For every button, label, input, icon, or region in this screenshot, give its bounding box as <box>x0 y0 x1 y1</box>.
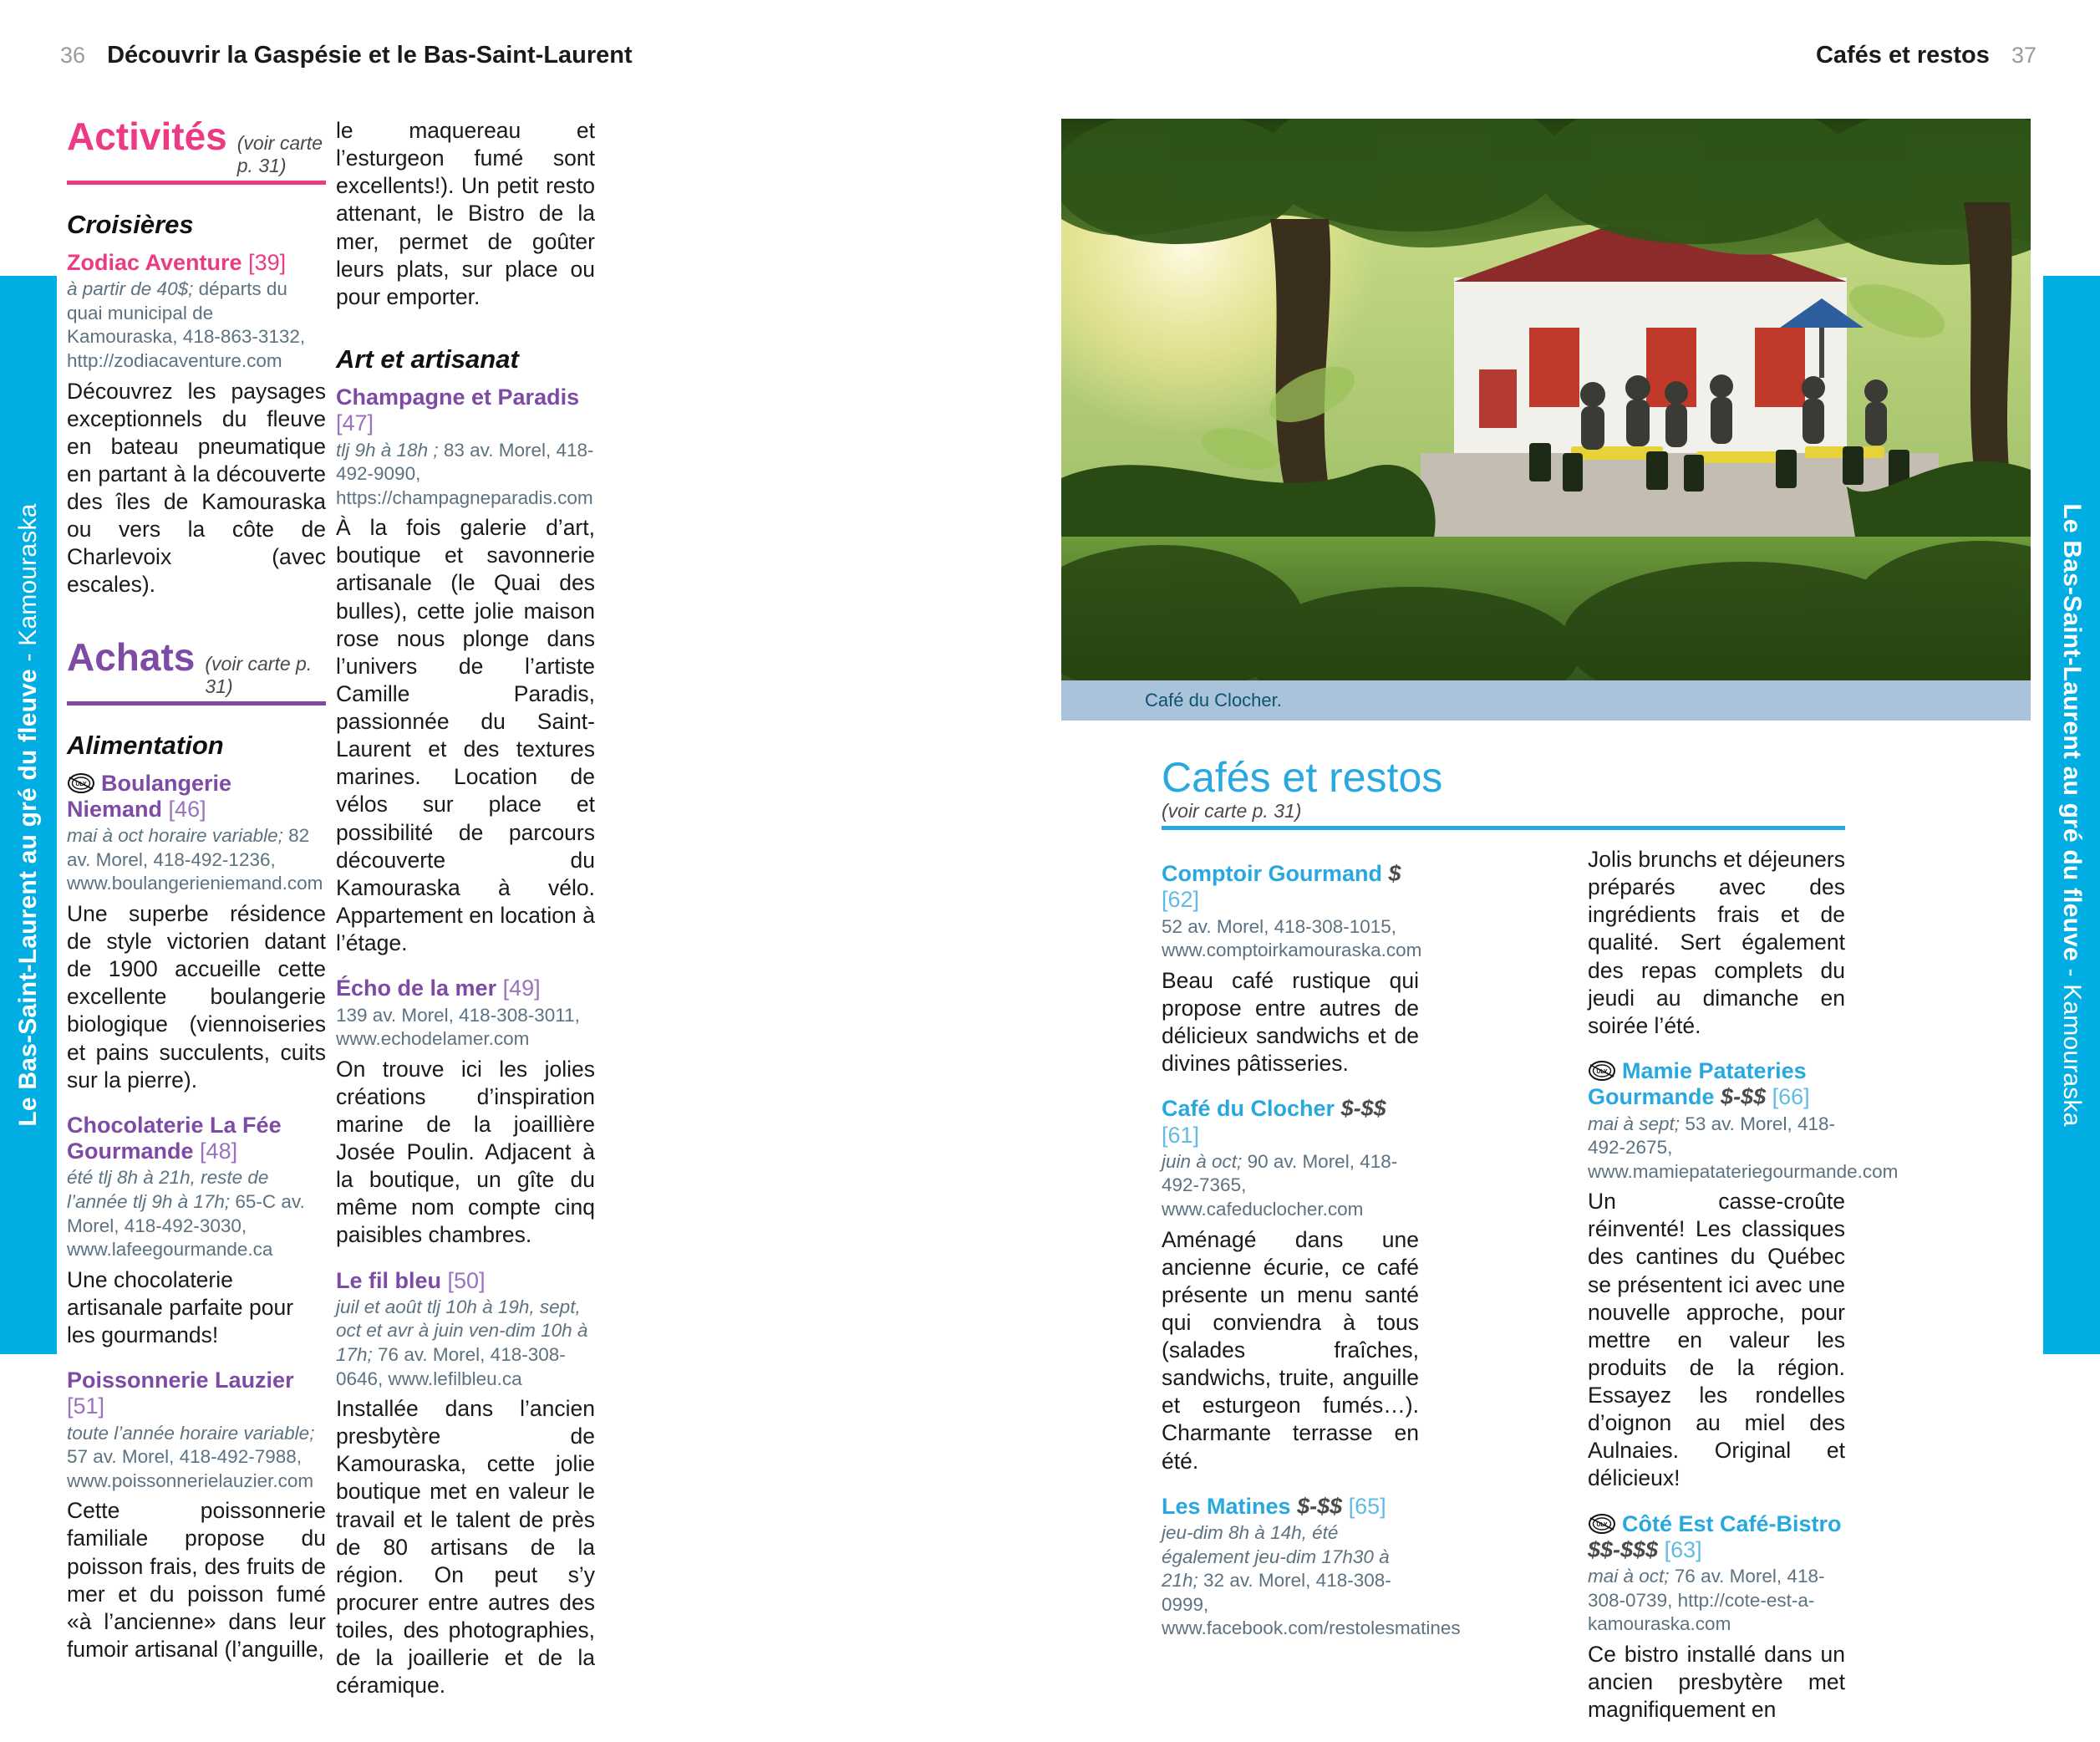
column-1 <box>67 117 326 1682</box>
entry-meta: 139 av. Morel, 418-308-3011, www.echodelamer.com <box>336 1004 580 1050</box>
entry-ref: [62] <box>1162 887 1200 913</box>
ulysse-stamp-icon <box>1588 1060 1616 1082</box>
column-4 <box>1588 846 1899 1742</box>
side-tab-right <box>2043 276 2100 1354</box>
entry-name: Café du Clocher $-$$ [61] <box>1162 1096 1386 1148</box>
section-heading-cafes-wrap <box>1162 756 1546 855</box>
entry-ref: [51] <box>67 1393 105 1419</box>
subhead-croisieres: Croisières <box>67 210 194 239</box>
entry-mamie-patateries-gourmande <box>1588 1057 1899 1493</box>
svg-text:ULY: ULY <box>75 781 87 787</box>
entry-price: $ <box>1388 861 1401 886</box>
entry-body: Une superbe résidence de style victorien datant de 1900 accueille cette excellente boulangerie biologique (viennoiseries et pains succulents, cuits sur la pierre). <box>67 900 326 1093</box>
entry-price: $-$$ <box>1297 1493 1343 1519</box>
entry-name: ULY Boulangerie Niemand [46] <box>67 770 232 822</box>
svg-text:ULY: ULY <box>1596 1068 1608 1075</box>
entry-name: Écho de la mer [49] <box>336 975 541 1001</box>
ulysse-stamp-icon <box>67 772 95 794</box>
svg-text:ULY: ULY <box>1596 1521 1608 1528</box>
section-heading-cafes-note: (voir carte p. 31) <box>1162 800 1302 822</box>
subhead-art-et-artisanat: Art et artisanat <box>336 344 519 374</box>
entry-boulangerie-niemand <box>67 771 326 1094</box>
entry-body: Découvrez les paysages exceptionnels du fleuve en bateau pneumatique en partant à la découverte des îles de Kamouraska ou vers la côte de Charlevoix (avec escales). <box>67 378 326 598</box>
entry-comptoir-gourmand <box>1162 861 1422 1077</box>
entry-body: Ce bistro installé dans un ancien presbytère met magnifiquement en <box>1588 1641 1845 1723</box>
entry-les-matines <box>1162 1493 1461 1641</box>
entry-name: Comptoir Gourmand $ [62] <box>1162 861 1401 913</box>
entry-name: ULY Côté Est Café-Bistro $$-$$$ [63] <box>1588 1510 1842 1562</box>
entry-ref: [46] <box>168 796 206 822</box>
entry-meta: juin à oct; 90 av. Morel, 418-492-7365, www.cafeduclocher.com <box>1162 1150 1398 1220</box>
entry-price: $-$$ <box>1721 1084 1767 1110</box>
entry-meta: jeu-dim 8h à 14h, été également jeu-dim 17h30 à 21h; 32 av. Morel, 418-308-0999, www.facebook.com/restolesmatines <box>1162 1522 1461 1639</box>
running-title-right: Cafés et restos <box>1815 42 1990 69</box>
side-tab-right-text: Le Bas-Saint-Laurent au gré du fleuve - Kamouraska <box>2058 503 2086 1127</box>
section-heading-activites-label: Activités <box>67 115 227 158</box>
entry-price: $-$$ <box>1340 1096 1386 1122</box>
entry-champagne-et-paradis <box>336 385 595 957</box>
entry-meta: mai à oct horaire variable; 82 av. Morel, 418-492-1236, www.boulangerieniemand.com <box>67 825 323 894</box>
entry-body: À la fois galerie d’art, boutique et savonnerie artisanale (le Quai des bulles), cette jolie maison rose nous plonge dans l’univers de l’artiste Camille Paradis, passionnée du Saint-Laurent et des textures marines. Location de vélos sur place et possibilité de parcours découverte du Kamouraska à vélo. Appartement en location à l’étage. <box>336 515 595 956</box>
entry-name: ULY Mamie Patateries Gourmande $-$$ [66] <box>1588 1057 1810 1110</box>
column-3 <box>1162 861 1461 1659</box>
entry-meta: mai à oct; 76 av. Morel, 418-308-0739, http://cote-est-a-kamouraska.com <box>1588 1566 1825 1635</box>
entry-body: On trouve ici les jolies créations d’inspiration marine de la joaillière Josée Poulin. Adjacent à la boutique, un gîte du même nom compte cinq paisibles chambres. <box>336 1056 595 1248</box>
entry-meta: mai à sept; 53 av. Morel, 418-492-2675, www.mamiepatateriegourmande.com <box>1588 1113 1899 1182</box>
entry-ref: [50] <box>447 1267 486 1293</box>
entry-name: Zodiac Aventure [39] <box>67 250 287 275</box>
section-heading-activites-note: (voir carte p. 31) <box>236 132 323 176</box>
entry-meta: tlj 9h à 18h ; 83 av. Morel, 418-492-9090, https://champagneparadis.com <box>336 439 594 508</box>
photo-caption: Café du Clocher. <box>1061 680 2031 721</box>
folio-left: 36 <box>60 43 86 68</box>
entry-ref: [66] <box>1772 1084 1810 1110</box>
entry-name: Le fil bleu [50] <box>336 1267 486 1293</box>
entry-name: Champagne et Paradis [47] <box>336 384 580 436</box>
entry-echo-de-la-mer <box>336 975 595 1249</box>
entry-ref: [49] <box>502 975 541 1001</box>
photo-block <box>1061 119 2031 721</box>
entry-meta: été tlj 8h à 21h, reste de l’année tlj 9h à 17h; 65-C av. Morel, 418-492-3030, www.lafeegourmande.ca <box>67 1167 305 1261</box>
section-heading-achats-note: (voir carte p. 31) <box>205 652 313 697</box>
entry-name: Les Matines $-$$ [65] <box>1162 1493 1386 1519</box>
side-tab-left <box>0 276 57 1354</box>
entry-ref: [63] <box>1664 1536 1702 1562</box>
entry-zodiac-aventure <box>67 250 326 599</box>
entry-body: Aménagé dans une ancienne écurie, ce café présente un menu santé qui conviendra à tous (salades fraîches, sandwichs, truite, anguille et esturgeon fumés…). Charmante terrasse en été. <box>1162 1226 1419 1474</box>
photo-illustration <box>1061 119 2031 680</box>
entry-meta: à partir de 40$; départs du quai municipal de Kamouraska, 418-863-3132, http://zodiacaventure.com <box>67 278 306 371</box>
paragraph-les-matines-body: Jolis brunchs et déjeuners préparés avec des ingrédients frais et de qualité. Sert également des repas complets du jeudi au dimanche en soirée l’été. <box>1588 847 1845 1038</box>
folio-right: 37 <box>2011 43 2036 68</box>
entry-body: Installée dans l’ancien presbytère de Kamouraska, cette jolie boutique met en valeur le travail et le talent de près de 80 artisans de la région. On peut s’y procurer entre autres des toiles, des photographies, de la joaillerie et de la céramique. <box>336 1396 595 1699</box>
entry-ref: [48] <box>200 1138 238 1164</box>
side-tab-left-text: Le Bas-Saint-Laurent au gré du fleuve - Kamouraska <box>14 503 42 1127</box>
entry-cote-est-cafe-bistro <box>1588 1511 1845 1724</box>
entry-name: Poissonnerie Lauzier [51] <box>67 1368 294 1419</box>
entry-le-fil-bleu <box>336 1268 595 1700</box>
column-2 <box>336 117 595 1718</box>
entry-ref: [65] <box>1348 1493 1386 1519</box>
subhead-alimentation: Alimentation <box>67 730 224 760</box>
entry-meta: toute l’année horaire variable; 57 av. Morel, 418-492-7988, www.poissonnerielauzier.com <box>67 1422 315 1491</box>
entry-ref: [47] <box>336 410 374 436</box>
ulysse-stamp-icon <box>1588 1513 1616 1535</box>
paragraph-continuation: le maquereau et l’esturgeon fumé sont excellents!). Un petit resto attenant, le Bistro de la mer, permet de goûter leurs plats, sur place ou pour emporter. <box>336 118 595 309</box>
entry-body: Beau café rustique qui propose entre autres de délicieux sandwichs et de divines pâtisseries. <box>1162 967 1419 1077</box>
entry-price: $$-$$$ <box>1588 1536 1659 1562</box>
entry-body: Un casse-croûte réinventé! Les classiques des cantines du Québec se présentent ici avec une nouvelle approche, pour mettre en valeur les produits de la région. Essayez les rondelles d’oignon au miel des Aulnaies. Original et délicieux! <box>1588 1189 1845 1491</box>
entry-body: Cette poissonnerie familiale propose du poisson frais, des fruits de mer et du poisson fumé «à l’ancienne» dans leur fumoir artisanal (l’anguille, <box>67 1498 326 1662</box>
section-heading-cafes-label: Cafés et restos <box>1162 754 1443 801</box>
running-title-left: Découvrir la Gaspésie et le Bas-Saint-Laurent <box>107 42 633 69</box>
entry-body: Une chocolaterie artisanale parfaite pour les gourmands! <box>67 1266 294 1347</box>
photo-cafe-du-clocher <box>1061 119 2031 680</box>
entry-chocolaterie-la-fee-gourmande <box>67 1113 326 1349</box>
entry-cafe-du-clocher <box>1162 1096 1419 1475</box>
entry-ref: [61] <box>1162 1122 1200 1148</box>
section-heading-activites <box>67 117 326 185</box>
entry-ref: [39] <box>248 250 287 275</box>
section-heading-achats <box>67 634 326 705</box>
entry-meta: 52 av. Morel, 418-308-1015, www.comptoirkamouraska.com <box>1162 915 1422 961</box>
section-heading-achats-label: Achats <box>67 634 196 679</box>
entry-meta: juil et août tlj 10h à 19h, sept, oct et avr à juin ven-dim 10h à 17h; 76 av. Morel, 418-308-0646, www.lefilbleu.ca <box>336 1296 588 1389</box>
entry-poissonnerie-lauzier <box>67 1368 326 1663</box>
entry-name: Chocolaterie La Fée Gourmande [48] <box>67 1112 282 1164</box>
section-heading-cafes <box>1162 756 1845 830</box>
running-head-left <box>60 42 633 69</box>
running-head-right <box>1816 42 2036 69</box>
